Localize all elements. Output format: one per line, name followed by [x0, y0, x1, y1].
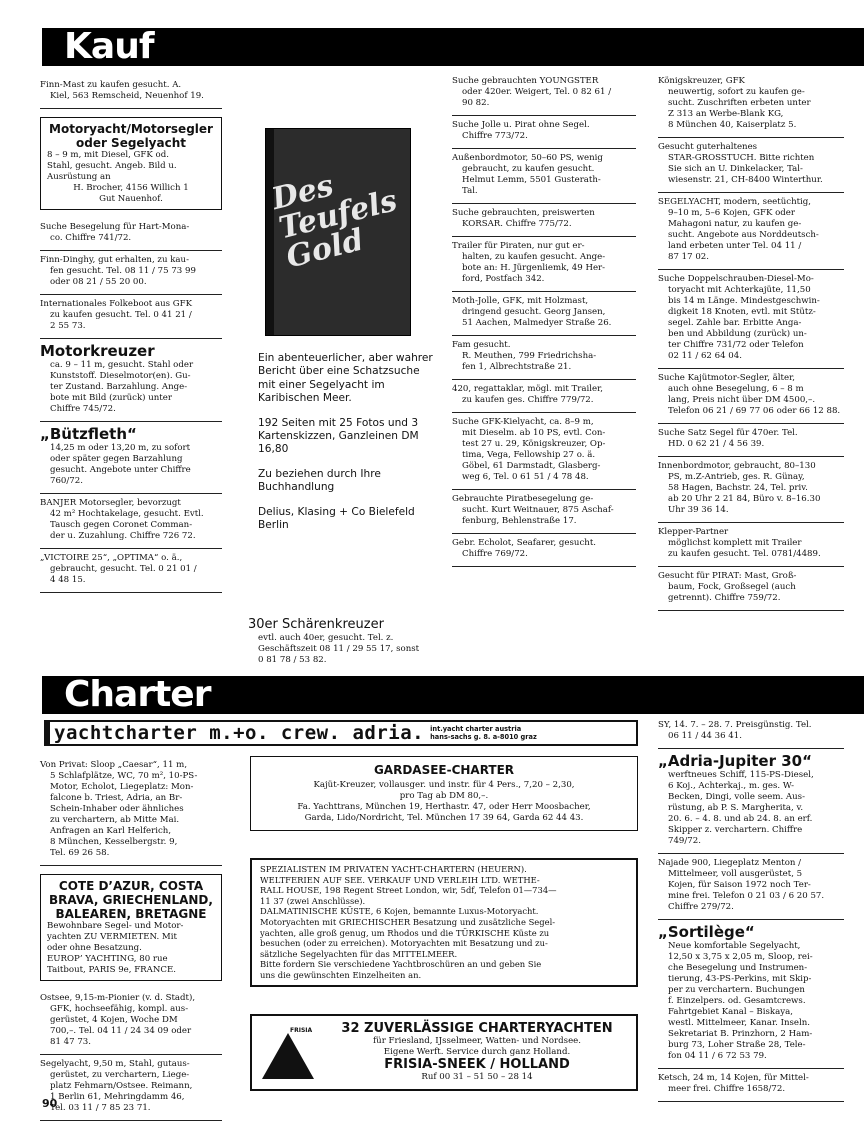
ad-text-line: Chiffre 773/72.	[462, 131, 528, 141]
ad-text-line: tierung, 43-PS-Perkins, mit Skip-	[668, 974, 812, 984]
ad-text-line: Fa. Yachttrans, München 19, Herthastr. 47, oder Herr Moosbacher,	[297, 802, 591, 812]
ad-text-line: 11 37 (zwei Anschlüsse).	[260, 895, 366, 906]
ad-text-line: 192 Seiten mit 25 Fotos und 3 Kartenskizzen, Ganzleinen DM 16,80	[258, 416, 419, 456]
ad-text-line: Anfragen an Karl Helferich,	[50, 826, 172, 836]
yachtcharter-sub	[430, 725, 537, 741]
ad-text-line: 90 82.	[462, 98, 490, 108]
ad-text-line: Ausrüstung an	[47, 172, 111, 182]
spezialisten-ad	[250, 858, 638, 987]
ad-text-line: che Besegelung und Instrumen-	[668, 963, 808, 973]
classified-ad	[658, 457, 844, 523]
yachtcharter-name: yachtcharter m.+o. crew. adria.	[54, 722, 425, 744]
ad-text-line: „VICTOIRE 25“, „OPTIMA“ o. ä.,	[40, 553, 183, 563]
ad-text-line: 12,50 x 3,75 x 2,05 m, Sloop, rei-	[668, 952, 813, 962]
classified-ad	[40, 218, 222, 251]
ad-text-line: Sekretariat B. Prinzhorn, 2 Ham-	[668, 1029, 813, 1039]
ad-text-line: Tel. 69 26 58.	[50, 848, 110, 858]
ad-text-line: Ostsee, 9,15-m-Pionier (v. d. Stadt),	[40, 993, 196, 1003]
ad-text-line: pro Tag ab DM 80,–.	[399, 791, 489, 801]
ad-text-line: Moth-Jolle, GFK, mit Holzmast,	[452, 296, 589, 306]
classified-ad	[452, 116, 636, 149]
ad-text-line: yachten, alle groß genug, um Rhodos und die TÜRKISCHE Küste zu	[260, 927, 550, 938]
ad-text-line: bote an: H. Jürgenliemk, 49 Her-	[462, 263, 606, 273]
ad-text-line: sätzliche Segelyachten für das MITTELMEER.	[260, 948, 458, 959]
ad-text-line: Suche Satz Segel für 470er. Tel.	[658, 428, 798, 438]
ad-text-line: Delius, Klasing + Co Bielefeld Berlin	[258, 505, 415, 532]
charter-column-4	[658, 716, 844, 1102]
ad-text-line: Suche Besegelung für Hart-Mona-	[40, 222, 190, 232]
book-cover-image	[265, 128, 411, 336]
ad-text-line: Ketsch, 24 m, 14 Kojen, für Mittel-	[658, 1073, 809, 1083]
ad-text-line: EUROP’ YACHTING, 80 rue	[47, 954, 168, 964]
classified-ad	[452, 380, 636, 413]
ad-text-line: 42 m² Hochtakelage, gesucht. Evtl.	[50, 509, 204, 519]
classified-ad	[452, 237, 636, 292]
classified-ad	[452, 490, 636, 534]
ad-text-line: Eigene Werft. Service durch ganz Holland.	[383, 1047, 571, 1057]
ad-text-line: Tausch gegen Coronet Comman-	[50, 520, 193, 530]
ad-text-line: mit Dieselm. ab 10 PS, evtl. Con-	[462, 428, 606, 438]
ad-text-line: yachten ZU VERMIETEN. Mit	[47, 932, 177, 942]
ad-text-line: HD. 0 62 21 / 4 56 39.	[668, 439, 765, 449]
ad-text-line: Suche Jolle u. Pirat ohne Segel.	[452, 120, 590, 130]
boxed-ad-title: Motoryacht/Motorsegler oder Segelyacht	[49, 122, 213, 150]
ad-text-line: sucht. Angebote aus Norddeutsch-	[668, 230, 819, 240]
ad-text-line: Kajüt-Kreuzer, vollausger. und instr. für 4 Pers., 7,20 – 2,30,	[313, 780, 575, 790]
ad-text-line: 749/72.	[668, 836, 701, 846]
ad-text-line: 8 – 9 m, mit Diesel, GFK od.	[47, 150, 169, 160]
ad-text-line: 420, regattaklar, mögl. mit Trailer,	[452, 384, 603, 394]
book-promo	[258, 352, 438, 543]
ad-text-line: tima, Vega, Fellowship 27 o. ä.	[462, 450, 596, 460]
ad-text-line: f. Einzelpers. od. Gesamtcrews.	[668, 996, 806, 1006]
ad-text-line: Mahagoni natur, zu kaufen ge-	[668, 219, 802, 229]
ad-text-line: BANJER Motorsegler, bevorzugt	[40, 498, 181, 508]
ad-text-line: PS, m.Z-Antrieb, ges. R. Günay,	[668, 472, 805, 482]
ad-text-line: Internationales Folkeboot aus GFK	[40, 299, 193, 309]
ad-text-line: Suche gebrauchten, preiswerten	[452, 208, 595, 218]
ad-text-line: burg 73, Loher Straße 28, Tele-	[668, 1040, 806, 1050]
ad-text-line: sucht. Zuschriften erbeten unter	[668, 98, 811, 108]
classified-ad	[452, 72, 636, 116]
classified-ad	[40, 295, 222, 339]
ad-text-line: rüstung, ab P. S. Margherita, v.	[668, 803, 804, 813]
ad-text-line: uns die gewünschten Einzelheiten an.	[260, 969, 422, 980]
ad-text-line: 06 11 / 44 36 41.	[668, 731, 742, 741]
ad-text-line: Finn-Dinghy, gut erhalten, zu kau-	[40, 255, 189, 265]
classified-ad	[658, 854, 844, 920]
ad-text-line: weg 6, Tel. 0 61 51 / 4 78 48.	[462, 472, 589, 482]
ad-text-line: 87 17 02.	[668, 252, 710, 262]
classified-ad-head: Motorkreuzer	[40, 342, 155, 360]
ad-text-line: Gebr. Echolot, Seafarer, gesucht.	[452, 538, 596, 548]
ad-text-line: fen 1, Albrechtstraße 21.	[462, 362, 572, 372]
ad-text-line: Telefon 06 21 / 69 77 06 oder 66 12 88.	[668, 406, 841, 416]
ad-text-line: Mittelmeer, voll ausgerüstet, 5	[668, 869, 803, 879]
ad-text-line: zu kaufen ges. Chiffre 779/72.	[462, 395, 594, 405]
classified-ad	[658, 523, 844, 567]
ad-text-line: Gesucht guterhaltenes	[658, 142, 758, 152]
ad-text-line: Chiffre 745/72.	[50, 404, 116, 414]
ad-text-line: Suche gebrauchten YOUNGSTER	[452, 76, 599, 86]
page-number: 90	[42, 1097, 58, 1110]
ad-text-line: gesucht. Angebote unter Chiffre	[50, 465, 191, 475]
ad-text-line: Skipper z. verchartern. Chiffre	[668, 825, 803, 835]
ad-text-line: DALMATINISCHE KÜSTE, 6 Kojen, bemannte Luxus-Motoryacht.	[260, 906, 539, 917]
kauf-column-3	[452, 72, 636, 567]
ad-text-line: Stahl, gesucht. Angeb. Bild u.	[47, 161, 177, 171]
ad-text-line: SPEZIALISTEN IM PRIVATEN YACHT-CHARTERN (HEUERN).	[260, 864, 527, 874]
ad-text-line: bis 14 m Länge. Mindestgeschwin-	[668, 296, 820, 306]
ad-text-line: WELTFERIEN AUF SEE. VERKAUF UND VERLEIH LTD. WETHE-	[260, 874, 540, 885]
classified-ad	[658, 193, 844, 270]
ad-text-line: ford, Postfach 342.	[462, 274, 545, 284]
kauf-column-1	[40, 76, 222, 593]
classified-ad	[40, 76, 222, 109]
boxed-ad-title: COTE D’AZUR, COSTA BRAVA, GRIECHENLAND, BALEAREN, BRETAGNE	[49, 879, 213, 921]
ad-text-line: für Friesland, IJsselmeer, Watten- und Nordsee.	[373, 1036, 581, 1046]
ad-text-line: 1 Berlin 61, Mehringdamm 46,	[50, 1092, 185, 1102]
ad-text-line: Suche Kajütmotor-Segler, älter,	[658, 373, 795, 383]
ad-text-line: gebraucht, zu kaufen gesucht.	[462, 164, 595, 174]
classified-ad	[658, 749, 844, 854]
frisia-tel: Ruf 00 31 – 51 50 – 28 14	[421, 1072, 533, 1082]
ad-text-line: Uhr 39 36 14.	[668, 505, 729, 515]
ad-text-line: möglichst komplett mit Trailer	[668, 538, 802, 548]
ad-text-line: toryacht mit Achterkajüte, 11,50	[668, 285, 811, 295]
ad-text-line: H. Brocher, 4156 Willich 1	[73, 183, 189, 193]
classified-ad	[658, 1069, 844, 1102]
classified-ad	[452, 413, 636, 490]
ad-text-line: der u. Zuzahlung. Chiffre 726 72.	[50, 531, 196, 541]
ad-text-line: 6 Koj., Achterkaj., m. ges. W-	[668, 781, 794, 791]
ad-text-line: 8 München, Kesselbergstr. 9,	[50, 837, 178, 847]
ad-text-line: besuchen (oder zu erreichen). Motoryachten mit Besatzung und zu-	[260, 938, 548, 949]
ad-text-line: Fahrtgebiet Kanal – Biskaya,	[668, 1007, 793, 1017]
ad-text-line: digkeit 18 Knoten, evtl. mit Stütz-	[668, 307, 816, 317]
ad-text-line: Helmut Lemm, 5501 Gusterath-	[462, 175, 601, 185]
ad-text-line: fen gesucht. Tel. 08 11 / 75 73 99	[50, 266, 196, 276]
classified-ad	[658, 138, 844, 193]
classified-ad	[452, 534, 636, 567]
kauf-title: Kauf	[64, 26, 154, 67]
gardasee-charter-ad	[250, 756, 638, 831]
ad-text-line: westl. Mittelmeer, Kanar. Inseln.	[668, 1018, 811, 1028]
ad-text-line: oder 08 21 / 55 20 00.	[50, 277, 147, 287]
kauf-column-4	[658, 72, 844, 611]
frisia-ad	[250, 1014, 638, 1091]
ad-text-line: werftneues Schiff, 115-PS-Diesel,	[668, 770, 814, 780]
ad-text-line: 9–10 m, 5–6 Kojen, GFK oder	[668, 208, 795, 218]
charter-section-header	[42, 676, 864, 714]
classified-ad	[658, 369, 844, 424]
classified-ad	[658, 567, 844, 611]
gardasee-title: GARDASEE-CHARTER	[373, 763, 515, 777]
ad-text-line: neuwertig, sofort zu kaufen ge-	[668, 87, 805, 97]
ad-text-line: Kunststoff. Dieselmotor(en). Gu-	[50, 371, 191, 381]
schaerenkreuzer-head: 30er Schärenkreuzer	[248, 617, 384, 632]
ad-text-line: gerüstet, 4 Kojen, Woche DM	[50, 1015, 178, 1025]
ad-text-line: 20. 6. – 4. 8. und ab 24. 8. an erf.	[668, 814, 813, 824]
ad-text-line: oder ohne Besatzung.	[47, 943, 142, 953]
classified-ad	[452, 204, 636, 237]
classified-ad	[658, 716, 844, 749]
ad-text-line: zu verchartern, ab Mitte Mai.	[50, 815, 180, 825]
yachtcharter-banner	[44, 720, 638, 746]
ad-text-line: 0 81 78 / 53 82.	[258, 655, 327, 665]
ad-text-line: Geschäftszeit 08 11 / 29 55 17, sonst	[258, 644, 420, 654]
ad-text-line: ab 20 Uhr 2 21 84, Büro v. 8–16.30	[668, 494, 821, 504]
classified-ad	[40, 251, 222, 295]
boxed-ad	[40, 117, 222, 210]
yachtcharter-sub1: int.yacht charter austria	[430, 725, 522, 733]
boxed-ad	[40, 874, 222, 981]
ad-text-line: gebraucht, gesucht. Tel. 0 21 01 /	[50, 564, 197, 574]
ad-text-line: baum, Fock, Großsegel (auch	[668, 582, 796, 592]
ad-text-line: GFK, hochseefähig, kompl. aus-	[50, 1004, 189, 1014]
classified-ad	[658, 270, 844, 369]
ad-text-line: R. Meuthen, 799 Friedrichsha-	[462, 351, 597, 361]
ad-text-line: Gesucht für PIRAT: Mast, Groß-	[658, 571, 797, 581]
ad-text-line: 51 Aachen, Malmedyer Straße 26.	[462, 318, 612, 328]
classified-ad	[452, 292, 636, 336]
ad-text-line: Gut Nauenhof.	[99, 194, 163, 204]
ad-text-line: co. Chiffre 741/72.	[50, 233, 132, 243]
ad-text-line: falcone b. Triest, Adria, an Br-	[50, 793, 183, 803]
ad-text-line: test 27 u. 29, Königskreuzer, Op-	[462, 439, 606, 449]
ad-text-line: RALL HOUSE, 198 Regent Street London, wir, 5df, Telefon 01—734—	[260, 885, 557, 896]
classified-ad	[40, 756, 222, 866]
ad-text-line: Kojen, für Saison 1972 noch Ter-	[668, 880, 811, 890]
classified-ad	[40, 339, 222, 422]
ad-text-line: Bewohnbare Segel- und Motor-	[47, 921, 184, 931]
ad-text-line: Chiffre 279/72.	[668, 902, 734, 912]
ad-text-line: KORSAR. Chiffre 775/72.	[462, 219, 572, 229]
ad-text-line: per zu verchartern. Buchungen	[668, 985, 805, 995]
ad-text-line: dringend gesucht. Georg Jansen,	[462, 307, 606, 317]
ad-text-line: Von Privat: Sloop „Caesar“, 11 m,	[40, 760, 188, 770]
ad-text-line: wiesenstr. 21, CH-8400 Winterthur.	[668, 175, 823, 185]
ad-text-line: Taitbout, PARIS 9e, FRANCE.	[47, 965, 176, 975]
ad-text-line: 14,25 m oder 13,20 m, zu sofort	[50, 443, 191, 453]
ad-text-line: Motoryachten mit GRIECHISCHER Besatzung und zusätzliche Segel-	[260, 916, 556, 927]
ad-text-line: mine frei. Telefon 0 21 03 / 6 20 57.	[668, 891, 825, 901]
ad-text-line: ter Zustand. Barzahlung. Ange-	[50, 382, 188, 392]
kauf-section-header	[42, 28, 864, 66]
ad-text-line: land erbeten unter Tel. 04 11 /	[668, 241, 802, 251]
ad-text-line: Z 313 an Werbe-Blank KG,	[668, 109, 784, 119]
ad-text-line: 4 48 15.	[50, 575, 86, 585]
classified-ad	[658, 920, 844, 1069]
ad-text-line: Tal.	[462, 186, 478, 196]
frisia-logo-text: FRISIA	[290, 1026, 313, 1034]
ad-text-line: Göbel, 61 Darmstadt, Glasberg-	[462, 461, 601, 471]
ad-text-line: Innenbordmotor, gebraucht, 80–130	[658, 461, 816, 471]
ad-text-line: Suche Doppelschrauben-Diesel-Mo-	[658, 274, 814, 284]
ad-text-line: ter Chiffre 731/72 oder Telefon	[668, 340, 804, 350]
ad-text-line: auch ohne Besegelung, 6 – 8 m	[668, 384, 804, 394]
ad-text-line: Becken, Dingi, volle seem. Aus-	[668, 792, 805, 802]
classified-ad	[40, 1055, 222, 1121]
ad-text-line: sucht. Kurt Weitnauer, 875 Aschaf-	[462, 505, 614, 515]
frisia-city: FRISIA-SNEEK / HOLLAND	[384, 1057, 570, 1072]
ad-text-line: 8 München 40, Kaiserplatz 5.	[668, 120, 797, 130]
ad-text-line: bote mit Bild (zurück) unter	[50, 393, 172, 403]
ad-text-line: 02 11 / 62 64 04.	[668, 351, 742, 361]
classified-ad	[40, 494, 222, 549]
ad-text-line: Fam gesucht.	[452, 340, 511, 350]
ad-text-line: 2 55 73.	[50, 321, 86, 331]
ad-text-line: Zu beziehen durch Ihre Buchhandlung	[258, 467, 381, 494]
ad-text-line: 5 Schlafplätze, WC, 70 m², 10-PS-	[50, 771, 198, 781]
ad-text-line: Kiel, 563 Remscheid, Neuenhof 19.	[50, 91, 204, 101]
classified-ad-head: „Sortilège“	[658, 923, 755, 941]
ad-text-line: zu kaufen gesucht. Tel. 0 41 21 /	[50, 310, 192, 320]
ad-text-line: Bitte fordern Sie verschiedene Yachtbroschüren an und geben Sie	[260, 959, 542, 970]
classified-ad	[452, 149, 636, 204]
frisia-title: 32 ZUVERLÄSSIGE CHARTERYACHTEN	[341, 1021, 613, 1036]
charter-column-1	[40, 756, 222, 1121]
ad-text-line: SY, 14. 7. – 28. 7. Preisgünstig. Tel.	[658, 720, 812, 730]
ad-text-line: STAR-GROSSTUCH. Bitte richten	[668, 153, 815, 163]
ad-text-line: zu kaufen gesucht. Tel. 0781/4489.	[668, 549, 821, 559]
ad-text-line: 760/72.	[50, 476, 83, 486]
ad-text-line: Najade 900, Liegeplatz Menton /	[658, 858, 802, 868]
classified-ad	[40, 989, 222, 1055]
ad-text-line: Neue komfortable Segelyacht,	[668, 941, 801, 951]
ad-text-line: oder 420er. Weigert, Tel. 0 82 61 /	[462, 87, 612, 97]
ad-text-line: gerüstet, zu verchartern, Liege-	[50, 1070, 190, 1080]
ad-text-line: SEGELYACHT, modern, seetüchtig,	[658, 197, 812, 207]
ad-text-line: 58 Hagen, Bachstr. 24, Tel. priv.	[668, 483, 808, 493]
classified-ad	[40, 549, 222, 593]
classified-ad	[658, 72, 844, 138]
classified-ad-head: „Adria-Jupiter 30“	[658, 752, 812, 770]
yachtcharter-sub2: hans-sachs g. 8. a-8010 graz	[430, 733, 537, 741]
classified-ad	[658, 424, 844, 457]
ad-text-line: fenburg, Behlenstraße 17.	[462, 516, 577, 526]
ad-text-line: ben und Abbildung (zurück) un-	[668, 329, 807, 339]
ad-text-line: Ein abenteuerlicher, aber wahrer Bericht über eine Schatzsuche mit einer Segelyacht im Karibischen Meer.	[258, 352, 433, 405]
schaerenkreuzer-ad	[248, 616, 434, 666]
ad-text-line: evtl. auch 40er, gesucht. Tel. z.	[258, 633, 394, 643]
ad-text-line: fon 04 11 / 6 72 53 79.	[668, 1051, 767, 1061]
ad-text-line: meer frei. Chiffre 1658/72.	[668, 1084, 786, 1094]
ad-text-line: Suche GFK-Kielyacht, ca. 8–9 m,	[452, 417, 594, 427]
ad-text-line: halten, zu kaufen gesucht. Ange-	[462, 252, 606, 262]
ad-text-line: Chiffre 769/72.	[462, 549, 528, 559]
ad-text-line: Trailer für Piraten, nur gut er-	[452, 241, 585, 251]
ad-text-line: 81 47 73.	[50, 1037, 92, 1047]
frisia-logo	[260, 1025, 318, 1081]
ad-text-line: oder später gegen Barzahlung	[50, 454, 183, 464]
ad-text-line: Tel. 03 11 / 7 85 23 71.	[50, 1103, 151, 1113]
ad-text-line: Sie sich an U. Dinkelacker, Tal-	[668, 164, 803, 174]
ad-text-line: Finn-Mast zu kaufen gesucht. A.	[40, 80, 182, 90]
ad-text-line: Klepper-Partner	[658, 527, 729, 537]
classified-ad	[40, 422, 222, 494]
ad-text-line: lang, Preis nicht über DM 4500,–.	[668, 395, 816, 405]
ad-text-line: ca. 9 – 11 m, gesucht. Stahl oder	[50, 360, 194, 370]
ad-text-line: platz Fehmarn/Ostsee. Reimann,	[50, 1081, 193, 1091]
ad-text-line: Königskreuzer, GFK	[658, 76, 745, 86]
ad-text-line: 700,–. Tel. 04 11 / 24 34 09 oder	[50, 1026, 192, 1036]
ad-text-line: getrennt). Chiffre 759/72.	[668, 593, 781, 603]
charter-title: Charter	[64, 674, 211, 715]
ad-text-line: Schein-Inhaber oder ähnliches	[50, 804, 184, 814]
classified-ad-head: „Bützfleth“	[40, 425, 137, 443]
ad-text-line: Gebrauchte Piratbesegelung ge-	[452, 494, 594, 504]
ad-text-line: Segelyacht, 9,50 m, Stahl, gutaus-	[40, 1059, 190, 1069]
ad-text-line: Garda, Lido/Nordricht, Tel. München 17 39 64, Garda 62 44 43.	[304, 813, 584, 823]
ad-text-line: Außenbordmotor, 50–60 PS, wenig	[452, 153, 603, 163]
book-cover-title: Des Teufels Gold	[268, 168, 401, 276]
classified-ad	[452, 336, 636, 380]
ad-text-line: segel. Zahle bar. Erbitte Anga-	[668, 318, 802, 328]
ad-text-line: Motor, Echolot, Liegeplatz: Mon-	[50, 782, 194, 792]
